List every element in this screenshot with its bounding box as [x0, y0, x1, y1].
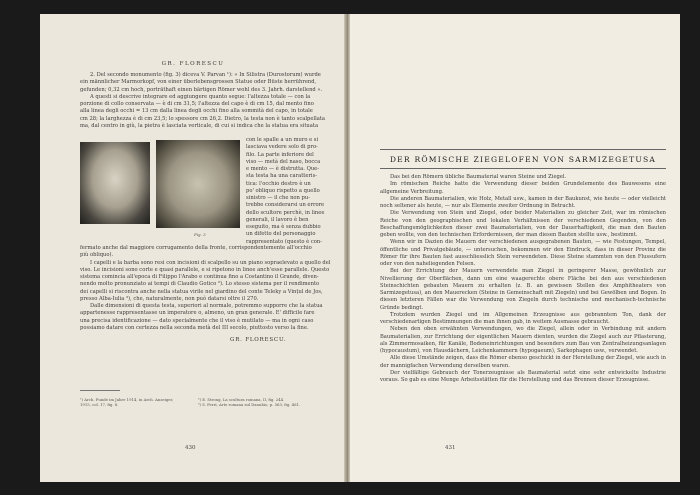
- text-line: tica: l'occhio destro è un: [246, 180, 311, 187]
- text-line: e mento — è distrutta. Que-: [246, 166, 319, 172]
- figure-3: [80, 136, 240, 237]
- text-line: possiamo datare con certezza nella seconda metà del III secolo, piuttosto verso la fine.: [80, 324, 309, 331]
- page-number: 431: [445, 445, 456, 451]
- text-line: più obliquo).: [80, 252, 114, 259]
- text-line: ein männlicher Marmorkopf, von einer überlebensgrossen Statue oder Büste herrührend,: [80, 79, 317, 86]
- text-line: presso Alba-Iulia ³), che, naturalmente, non può datarsi oltre il 270.: [80, 295, 259, 302]
- footnote: ³) S. Ferri, Arte romana sul Danubio, p. 363, fig. 461.: [198, 402, 301, 407]
- marble-head-profile-photo: [156, 140, 240, 228]
- paragraph: Die Verwendung von Stein und Ziegel, oder beider Materialien zu gleicher Zeit, war im römischen Reiche von den geographischen und lokalen Verhältnissen der verschiedenen Gegenden, von den Beschaffungsmöglichkeiten dieser zwei Baumaterialien, von der Dauerhaftigkeit, die man den Bauten geben wollte, von den technischen Erfordernissen, der man diesen Bauten stellte usw., bestimmt.: [380, 210, 666, 238]
- text-line: lasciava vedere solo di pro-: [246, 144, 318, 151]
- paragraph: Alle diese Umstände zeigen, dass die Römer ebenso geschickt in der Herstellung der Ziegel, wie auch in der mannigfachen Verwendung derselben waren.: [380, 355, 666, 369]
- paragraph: Die anderen Baumaterialien, wie Holz, Metall usw., kamen in der Baukunst, wie heute — oder vielleicht noch seltener als heute, — nur als Elemente zweiter Ordnung in Betracht.: [380, 195, 666, 209]
- text-line: fermato anche dal maggiore corrugamento della fronte, corrispondentemente all'occhio: [80, 245, 312, 251]
- footnote: ¹) Arch. Funde im Jahre 1914, in Arch. Anzeiger,: [80, 397, 174, 402]
- text-line: 2. Del secondo monumento (fig. 3) diceva V. Parvan ¹): « In Silistra (Durostorum) wurde: [90, 72, 321, 78]
- text-line: sistema comincia all'epoca di Filippo l'Arabo e continua fino a Costantino il Grande, diven-: [80, 274, 319, 280]
- text-line: porzione di collo conservata — è di cm 31,5; l'altezza del capo è di cm 15, dal mento fino: [80, 101, 314, 107]
- text-line: filo. La parte inferiore del: [246, 151, 314, 158]
- text-line: dello scultore perchè, in linee: [246, 209, 325, 216]
- text-line: po' obliquo rispetto a quello: [246, 187, 320, 194]
- text-line: eseguito, ma è senza dubbio: [246, 224, 321, 230]
- paragraph: Das bei den Römern übliche Baumaterial waren Steine und Ziegel.: [390, 174, 567, 180]
- top-text: [80, 72, 326, 130]
- text-line: con le spalle a un muro e si: [246, 137, 319, 143]
- article-title: DER RÖMISCHE ZIEGELOFEN VON SARMIZEGETUSA: [389, 155, 657, 164]
- text-line: generali, il lavoro è ben: [246, 216, 309, 223]
- article-body: [380, 174, 666, 384]
- figure-caption: Fig. 3: [194, 232, 206, 237]
- author-signature: GR. FLORESCU.: [230, 337, 287, 343]
- text-line: I capelli e la barba sono resi con incisioni di scalpello su un piano sopraelevato a quello del: [90, 259, 331, 266]
- text-line: trebbe considerarsi un errore: [246, 202, 325, 209]
- text-line: nendo molto pronunziato ai tempi di Claudio Gotico ²). Lo stesso sistema per il rendimento: [80, 281, 320, 288]
- text-line: dei capelli si riscontra anche nella statua virile nel giardino del conte Teleky a Vințul de Jos,: [80, 288, 323, 295]
- text-line: un difetto del personaggio: [246, 231, 316, 238]
- text-line: alla linea degli occhi = 13 cm dalla linea degli occhi fino alla sommità del capo, in totale: [80, 108, 313, 115]
- title-rule: [380, 168, 666, 169]
- right-page: [350, 14, 680, 482]
- paragraph: Wenn wir in Dazien die Mauern der verschiedenen ausgegrabenen Bauten, — wie Festungen, Tempel, öffentliche und Privatgebäude, — untersuchen, bekommen wir den Eindruck, dass in dieser Provinz die Römer für ihre Bauten fast ausschliesslich Stein verwendeten. Diese Steine stammten von den Flussufern oder von den naheliegenden Felsen.: [380, 239, 666, 267]
- text-line: gefunden; 0,32 cm hoch, porträthaft einen bärtigen Römer wohl des 3. Jahrh. darstellend ».: [80, 86, 323, 93]
- text-line: A questi si descrive integrare ed aggiungere quanto segue: l'altezza totale — con la: [90, 93, 311, 100]
- text-line: ma, dal centro in giù, la pietra è lasciata verticale, di cui si indica che la statua era situata: [80, 122, 319, 129]
- marble-head-front-photo: [80, 142, 150, 224]
- paragraph: Im römischen Reiche hatte die Verwendung dieser beiden Grundelemente des Bauwesens eine allgemeine Verbreitung.: [380, 181, 666, 195]
- side-text: [246, 137, 325, 246]
- paragraph: Trotzdem wurden Ziegel und im Allgemeinen Erzeugnisse aus gebranntem Ton, dank der verschiedenartigen Bestimmungen die man ihnen gab, in weitem Ausmasse gebraucht.: [380, 311, 666, 325]
- left-page: [40, 14, 346, 482]
- text-line: Dalle dimensioni di questa testa, superiori al normale, potremmo supporre che la statua: [90, 303, 323, 309]
- title-rule: [380, 149, 666, 150]
- footnote-rule: [80, 390, 120, 391]
- footnotes-left: [80, 397, 190, 407]
- text-line: viso. Le incisioni sono corte e quasi parallele, e si ripetono in linee anch'esse parallele. Questo: [80, 266, 330, 273]
- paragraph: Neben den oben erwähnten Verwendungen, wo die Ziegel, allein oder in Verbindung mit andern Baumaterialien, zur Errichtung der eigentlichen Mauern dienten, wurden die Ziegel auch zur Pflasterung, als Zimmermosaiken, für Kanäle, Bodeneinrichtungen und besonders zum Bau von Zentralheizungsanlagen (hypocaustum), von Hausdächern, Leichenkammern (hypogaeum), Sarkophagen usw., verwendet.: [380, 326, 666, 354]
- text-line: una precisa identificazione — dato specialmente che il viso è mutilato — ma in ogni caso: [80, 317, 314, 324]
- paragraph: Der vielfältige Gebrauch der Tonerzeugnisse als Baumaterial setzt eine sehr entwickelte Industrie voraus. So gab es eine Menge Arbeitsstätten für die Herstellung und das Brennen dieser Erzeugnisse.: [380, 369, 666, 383]
- running-head: GR. FLORESCU: [161, 61, 225, 67]
- footnote: 1915, col. 17, fig. 8.: [80, 402, 119, 407]
- text-line: viso — metà del naso, bocca: [246, 158, 321, 165]
- text-line: rappresentato (questo è con-: [246, 238, 322, 245]
- text-line: sinistro — il che non pu-: [246, 195, 310, 201]
- bottom-text: [80, 245, 331, 332]
- text-line: sta testa ha una caratteris-: [246, 173, 318, 180]
- paragraph: Bei der Errichtung der Mauern verwendete man Ziegel in geringerer Masse, gewöhnlich zur Nivellierung der Oberflächen, dann um eine waagerechte obere Fläche bei den aus verschiedenen Steinschichten gebauten Mauern zu erhalten (z. B. an gewissen Stellen des Amphitheaters von Sarmizegetusa), an den Mauerecken (Steine in Gemeinschaft mit Ziegeln) und bei Gewölben und Bogen. In diesen letzteren Fällen war die Verwendung von Ziegeln durch technische und mechanisch-technische Gründe bedingt.: [380, 268, 666, 311]
- text-line: cm 28; la larghezza è di cm 23,5; lo spessore cm 26,2. Dietro, la testa non è tanto scalpellata: [80, 115, 326, 122]
- page-number: 430: [185, 445, 196, 451]
- footnotes-right: [198, 397, 308, 407]
- footnote: ²) E. Strong, La scultura romana, II, fig. 244.: [198, 397, 285, 402]
- text-line: appartenesse rappresentasse un imperatore o, almeno, un gran generale. E' difficile fare: [80, 310, 315, 317]
